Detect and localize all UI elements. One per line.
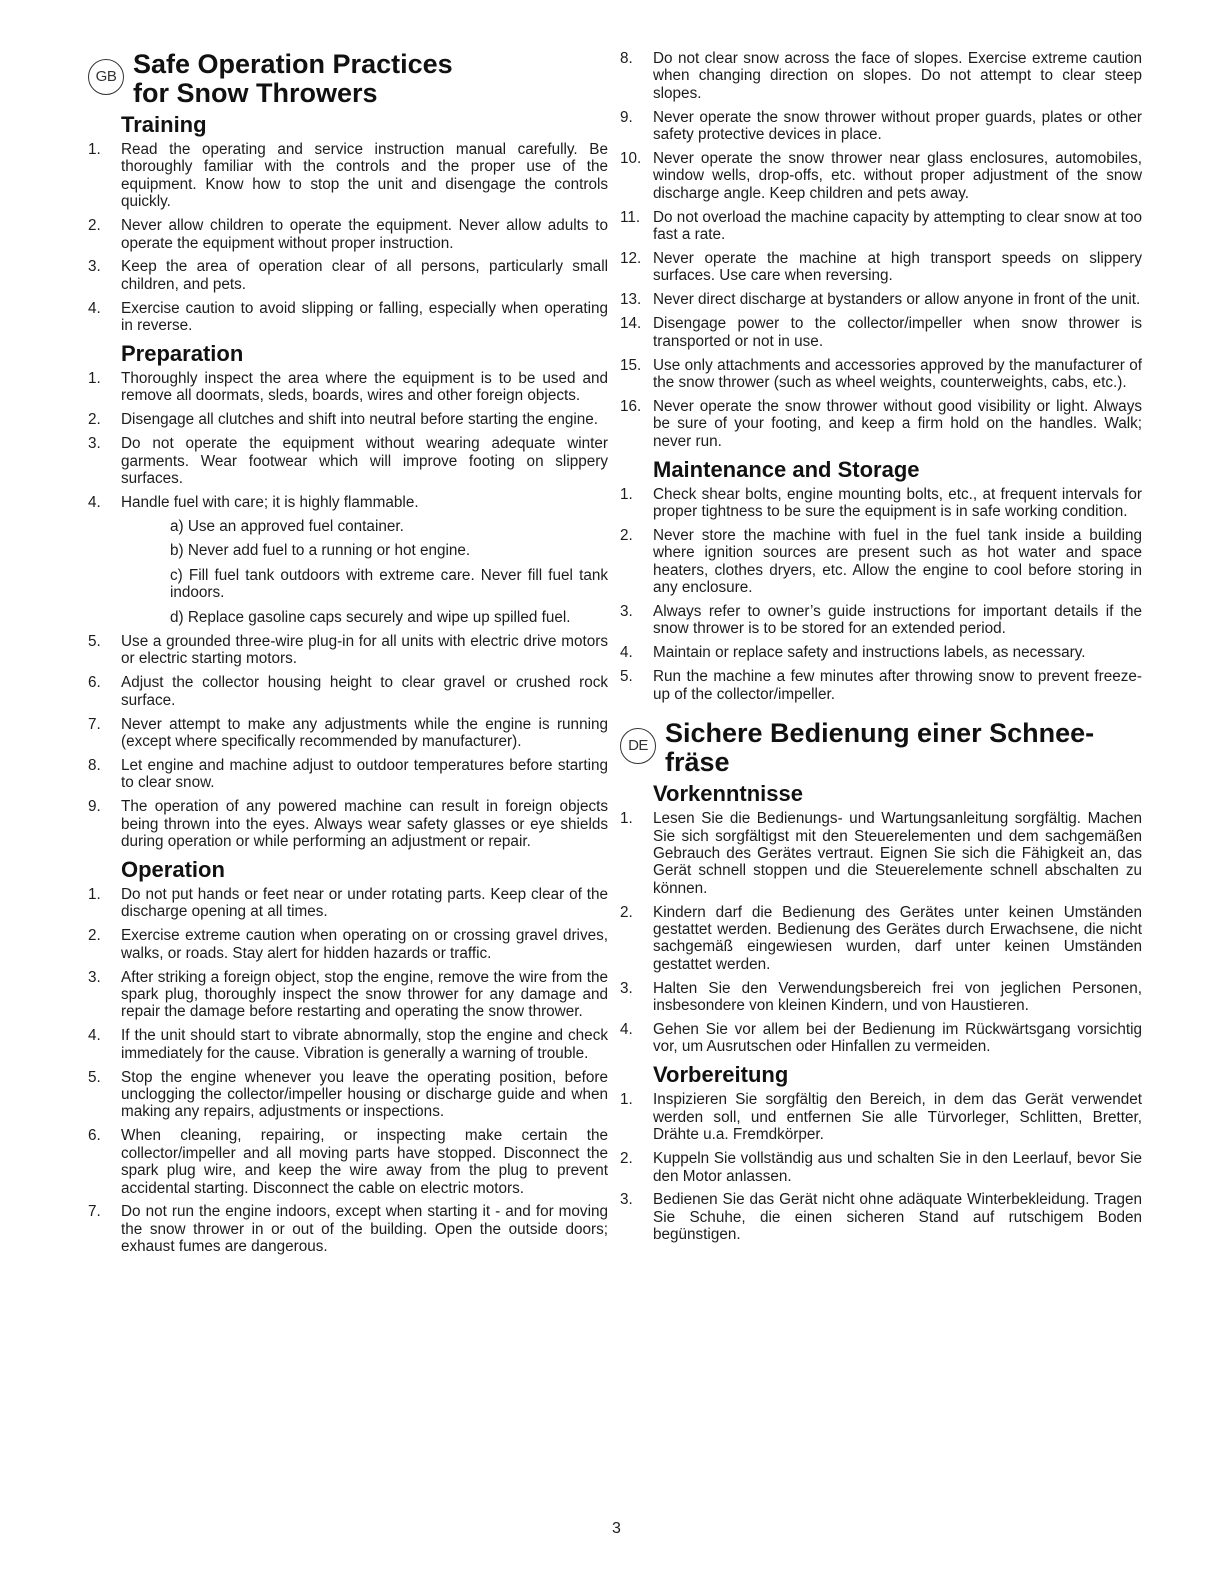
list-item (620, 109, 1142, 144)
item-text: After striking a foreign object, stop the engine, remove the wire from the spark plug, thoroughly inspect the snow thrower for any damage and repair the damage before restarting and operating the snow thrower. (121, 968, 608, 1021)
item-number: 1. (620, 1091, 633, 1109)
left-column (88, 50, 608, 1262)
list-item (620, 150, 1142, 202)
item-number: 2. (620, 526, 633, 544)
training-list (88, 141, 608, 335)
item-number: 1. (620, 485, 633, 503)
item-number: 4. (88, 494, 101, 511)
item-text: Gehen Sie vor allem bei der Bedienung im Rückwärtsgang vorsichtig vor, um Ausrutschen oder Hinfallen zu vermeiden. (653, 1021, 1142, 1056)
list-item (620, 527, 1142, 597)
list-item (620, 1150, 1142, 1185)
sub-item: d) Replace gasoline caps securely and wipe up spilled fuel. (170, 608, 571, 626)
item-text: Run the machine a few minutes after throwing snow to prevent freeze-up of the collector/impeller. (653, 668, 1142, 703)
item-number: 2. (88, 217, 101, 235)
item-number: 16. (620, 397, 642, 415)
item-text: Adjust the collector housing height to clear gravel or crushed rock surface. (121, 674, 608, 709)
item-number: 11. (620, 208, 641, 226)
item-number: 14. (620, 315, 642, 333)
item-text: Thoroughly inspect the area where the equipment is to be used and remove all doormats, sleds, boards, wires and other foreign objects. (121, 370, 608, 405)
de-language-badge: DE (620, 728, 656, 764)
list-item (620, 398, 1142, 450)
item-number: 7. (88, 715, 101, 733)
list-item (88, 300, 608, 335)
de-title-line-1: Sichere Bedienung einer Schnee- (665, 718, 1095, 749)
item-number: 3. (620, 979, 633, 997)
item-text: Do not put hands or feet near or under rotating parts. Keep clear of the discharge opening at all times. (121, 885, 608, 921)
item-number: 4. (88, 299, 101, 317)
item-number: 5. (88, 1068, 101, 1086)
right-column (620, 50, 1142, 1250)
list-item (88, 258, 608, 293)
operation-list (88, 886, 608, 1256)
item-text: Use a grounded three-wire plug-in for all units with electric drive motors or electric starting motors. (121, 632, 608, 668)
item-number: 5. (88, 632, 101, 650)
item-text: Disengage power to the collector/impeller when snow thrower is transported or not in use. (653, 315, 1142, 350)
vorkenntnisse-heading: Vorkenntnisse (653, 781, 803, 807)
item-text: Halten Sie den Verwendungsbereich frei von jeglichen Personen, insbesondere von kleinen Kindern, und von Haustieren. (653, 979, 1142, 1015)
item-text: Disengage all clutches and shift into neutral before starting the engine. (121, 411, 599, 429)
item-text: Use only attachments and accessories approved by the manufacturer of the snow thrower (such as wheel weights, counterweights, cabs, etc.). (653, 356, 1142, 391)
maintenance-list (620, 486, 1142, 703)
list-item (88, 435, 608, 487)
list-item (620, 357, 1142, 392)
item-text: Do not clear snow across the face of slopes. Exercise extreme caution when changing direction on slopes. Do not attempt to clear steep slopes. (653, 50, 1142, 102)
item-number: 3. (620, 603, 633, 621)
vorbereitung-list (620, 1091, 1142, 1243)
item-text: Do not overload the machine capacity by attempting to clear snow at too fast a rate. (653, 208, 1142, 244)
item-text: Do not operate the equipment without wearing adequate winter garments. Wear footwear which will improve footing on slippery surfaces. (121, 435, 608, 488)
item-number: 6. (88, 1127, 101, 1145)
de-title-line-2: fräse (665, 747, 730, 778)
item-text: Handle fuel with care; it is highly flammable. (121, 494, 419, 511)
preparation-list-continued (88, 633, 608, 850)
list-item (88, 217, 608, 252)
list-item (620, 250, 1142, 285)
item-number: 8. (620, 50, 633, 67)
item-number: 9. (620, 108, 633, 126)
item-number: 6. (88, 674, 101, 692)
item-text: When cleaning, repairing, or inspecting make certain the collector/impeller and all moving parts have stopped. Disconnect the spark plug wire, and keep the wire away from the plug to prevent accidental starting. Disconnect the cable on electric motors. (121, 1127, 608, 1197)
item-text: Always refer to owner’s guide instructions for important details if the snow thrower is to be stored for an extended period. (653, 603, 1142, 638)
item-number: 7. (88, 1203, 101, 1221)
item-text: Never operate the machine at high transport speeds on slippery surfaces. Use care when reversing. (653, 250, 1142, 285)
list-item (620, 668, 1142, 703)
item-number: 1. (88, 370, 101, 388)
maintenance-heading: Maintenance and Storage (653, 456, 920, 482)
item-number: 4. (88, 1027, 101, 1045)
item-text: If the unit should start to vibrate abnormally, stop the engine and check immediately for the cause. Vibration is generally a warning of trouble. (121, 1027, 608, 1062)
list-item (88, 494, 608, 511)
preparation-sublist (88, 518, 608, 626)
item-text: Never allow children to operate the equipment. Never allow adults to operate the equipment without proper instruction. (121, 217, 608, 252)
item-number: 3. (88, 435, 101, 453)
sub-item: a) Use an approved fuel container. (170, 517, 404, 535)
sub-item: b) Never add fuel to a running or hot engine. (170, 542, 471, 560)
de-title (665, 719, 1142, 777)
item-number: 9. (88, 798, 101, 816)
list-item (620, 904, 1142, 974)
item-number: 12. (620, 250, 642, 268)
item-text: Never direct discharge at bystanders or allow anyone in front of the unit. (653, 291, 1141, 309)
list-item (620, 603, 1142, 638)
list-item (88, 757, 608, 792)
list-item (88, 716, 608, 751)
item-number: 13. (620, 291, 642, 309)
gb-title-line-2: for Snow Throwers (133, 78, 378, 108)
item-number: 1. (88, 141, 101, 158)
list-item (620, 291, 1142, 308)
item-number: 1. (88, 885, 101, 903)
list-item (620, 486, 1142, 521)
item-text: Do not run the engine indoors, except when starting it - and for moving the snow thrower in or out of the building. Open the outside doors; exhaust fumes are dangerous. (121, 1203, 608, 1256)
list-item (620, 315, 1142, 350)
gb-language-badge: GB (88, 59, 124, 95)
list-item (620, 1021, 1142, 1056)
vorbereitung-heading: Vorbereitung (653, 1062, 789, 1088)
item-text: Check shear bolts, engine mounting bolts, etc., at frequent intervals for proper tightness to be sure the equipment is in safe working condition. (653, 485, 1142, 521)
operation-list-continued (620, 50, 1142, 450)
gb-title (133, 50, 608, 108)
item-number: 4. (620, 644, 633, 662)
list-item (88, 1069, 608, 1121)
list-item (88, 798, 608, 850)
item-number: 3. (620, 1191, 633, 1209)
list-item (88, 1027, 608, 1062)
item-number: 15. (620, 356, 642, 374)
sub-item: c) Fill fuel tank outdoors with extreme care. Never fill fuel tank indoors. (170, 566, 608, 602)
item-text: Kuppeln Sie vollständig aus und schalten Sie in den Leerlauf, bevor Sie den Motor anlassen. (653, 1150, 1142, 1185)
preparation-heading: Preparation (121, 341, 244, 367)
list-item (620, 1091, 1142, 1143)
list-item (88, 411, 608, 428)
item-text: Kindern darf die Bedienung des Gerätes unter keinen Umständen gestattet werden. Bedienung des Gerätes durch Erwachsene, die nicht sachgemäß eingewiesen wurden, darf unter keinen Umständen gestattet werden. (653, 903, 1142, 973)
list-item (88, 141, 608, 211)
vorkenntnisse-list (620, 810, 1142, 1056)
list-item (620, 644, 1142, 661)
item-text: Exercise extreme caution when operating on or crossing gravel drives, walks, or roads. Stay alert for hidden hazards or traffic. (121, 927, 608, 962)
item-number: 8. (88, 756, 101, 774)
item-text: Read the operating and service instruction manual carefully. Be thoroughly familiar with the controls and the proper use of the equipment. Know how to stop the unit and disengage the controls quickly. (121, 141, 608, 211)
training-heading: Training (121, 112, 207, 137)
item-number: 3. (88, 968, 101, 986)
list-item (620, 980, 1142, 1015)
list-item (88, 1127, 608, 1197)
list-item (88, 1203, 608, 1255)
preparation-list (88, 370, 608, 511)
list-item (620, 50, 1142, 102)
operation-heading: Operation (121, 856, 225, 882)
item-text: Never operate the snow thrower without good visibility or light. Always be sure of your footing, and keep a firm hold on the handles. Walk; never run. (653, 397, 1142, 450)
gb-title-line-1: Safe Operation Practices (133, 49, 453, 79)
list-item (620, 1191, 1142, 1243)
list-item (88, 927, 608, 962)
item-text: Bedienen Sie das Gerät nicht ohne adäquate Winterbekleidung. Tragen Sie Schuhe, die einen sicheren Stand auf rutschigem Boden begünstigen. (653, 1191, 1142, 1244)
list-item (620, 209, 1142, 244)
item-number: 2. (88, 411, 101, 429)
de-title-block (620, 719, 1142, 777)
item-number: 1. (620, 810, 633, 828)
item-number: 2. (620, 903, 633, 921)
item-text: The operation of any powered machine can result in foreign objects being thrown into the eyes. Always wear safety glasses or eye shields during operation or while performing an adjustment or repair. (121, 798, 608, 850)
list-item (620, 810, 1142, 897)
item-text: Maintain or replace safety and instructions labels, as necessary. (653, 644, 1086, 662)
list-item (88, 969, 608, 1021)
item-number: 2. (88, 927, 101, 945)
item-text: Never operate the snow thrower near glass enclosures, automobiles, window wells, drop-offs, etc. without proper adjustment of the snow discharge angle. Keep children and pets away. (653, 150, 1142, 202)
item-number: 4. (620, 1021, 633, 1039)
item-text: Inspizieren Sie sorgfältig den Bereich, in dem das Gerät verwendet werden soll, und entfernen Sie alle Türvorleger, Schlitten, Bretter, Drähte u.a. Fremdkörper. (653, 1091, 1142, 1144)
item-number: 3. (88, 258, 101, 276)
item-number: 2. (620, 1150, 633, 1168)
item-number: 5. (620, 668, 633, 686)
item-number: 10. (620, 150, 642, 168)
item-text: Keep the area of operation clear of all persons, particularly small children, and pets. (121, 258, 608, 293)
list-item (88, 633, 608, 668)
item-text: Never store the machine with fuel in the fuel tank inside a building where ignition sources are present such as hot water and space heaters, clothes dryers, etc. Allow the engine to cool before storing in any enclosure. (653, 526, 1142, 597)
list-item (88, 886, 608, 921)
item-text: Lesen Sie die Bedienungs- und Wartungsanleitung sorgfältig. Machen Sie sich sorgfältigst mit den Steuerelementen und dem sachgemäßen Gebrauch des Gerätes vertraut. Eignen Sie sich die Fähigkeit an, das Gerät schnell stoppen und die Steuerelemente schnell abschalten zu können. (653, 810, 1142, 897)
list-item (88, 674, 608, 709)
list-item (88, 370, 608, 405)
item-text: Let engine and machine adjust to outdoor temperatures before starting to clear snow. (121, 756, 608, 792)
gb-title-block (88, 50, 608, 108)
item-text: Stop the engine whenever you leave the operating position, before unclogging the collector/impeller housing or discharge guide and when making any repairs, adjustments or inspections. (121, 1068, 608, 1121)
item-text: Never attempt to make any adjustments while the engine is running (except where specifically recommended by manufacturer). (121, 715, 608, 750)
item-text: Exercise caution to avoid slipping or falling, especially when operating in reverse. (121, 299, 608, 335)
item-text: Never operate the snow thrower without proper guards, plates or other safety protective devices in place. (653, 108, 1142, 144)
page-number: 3 (612, 1520, 621, 1537)
